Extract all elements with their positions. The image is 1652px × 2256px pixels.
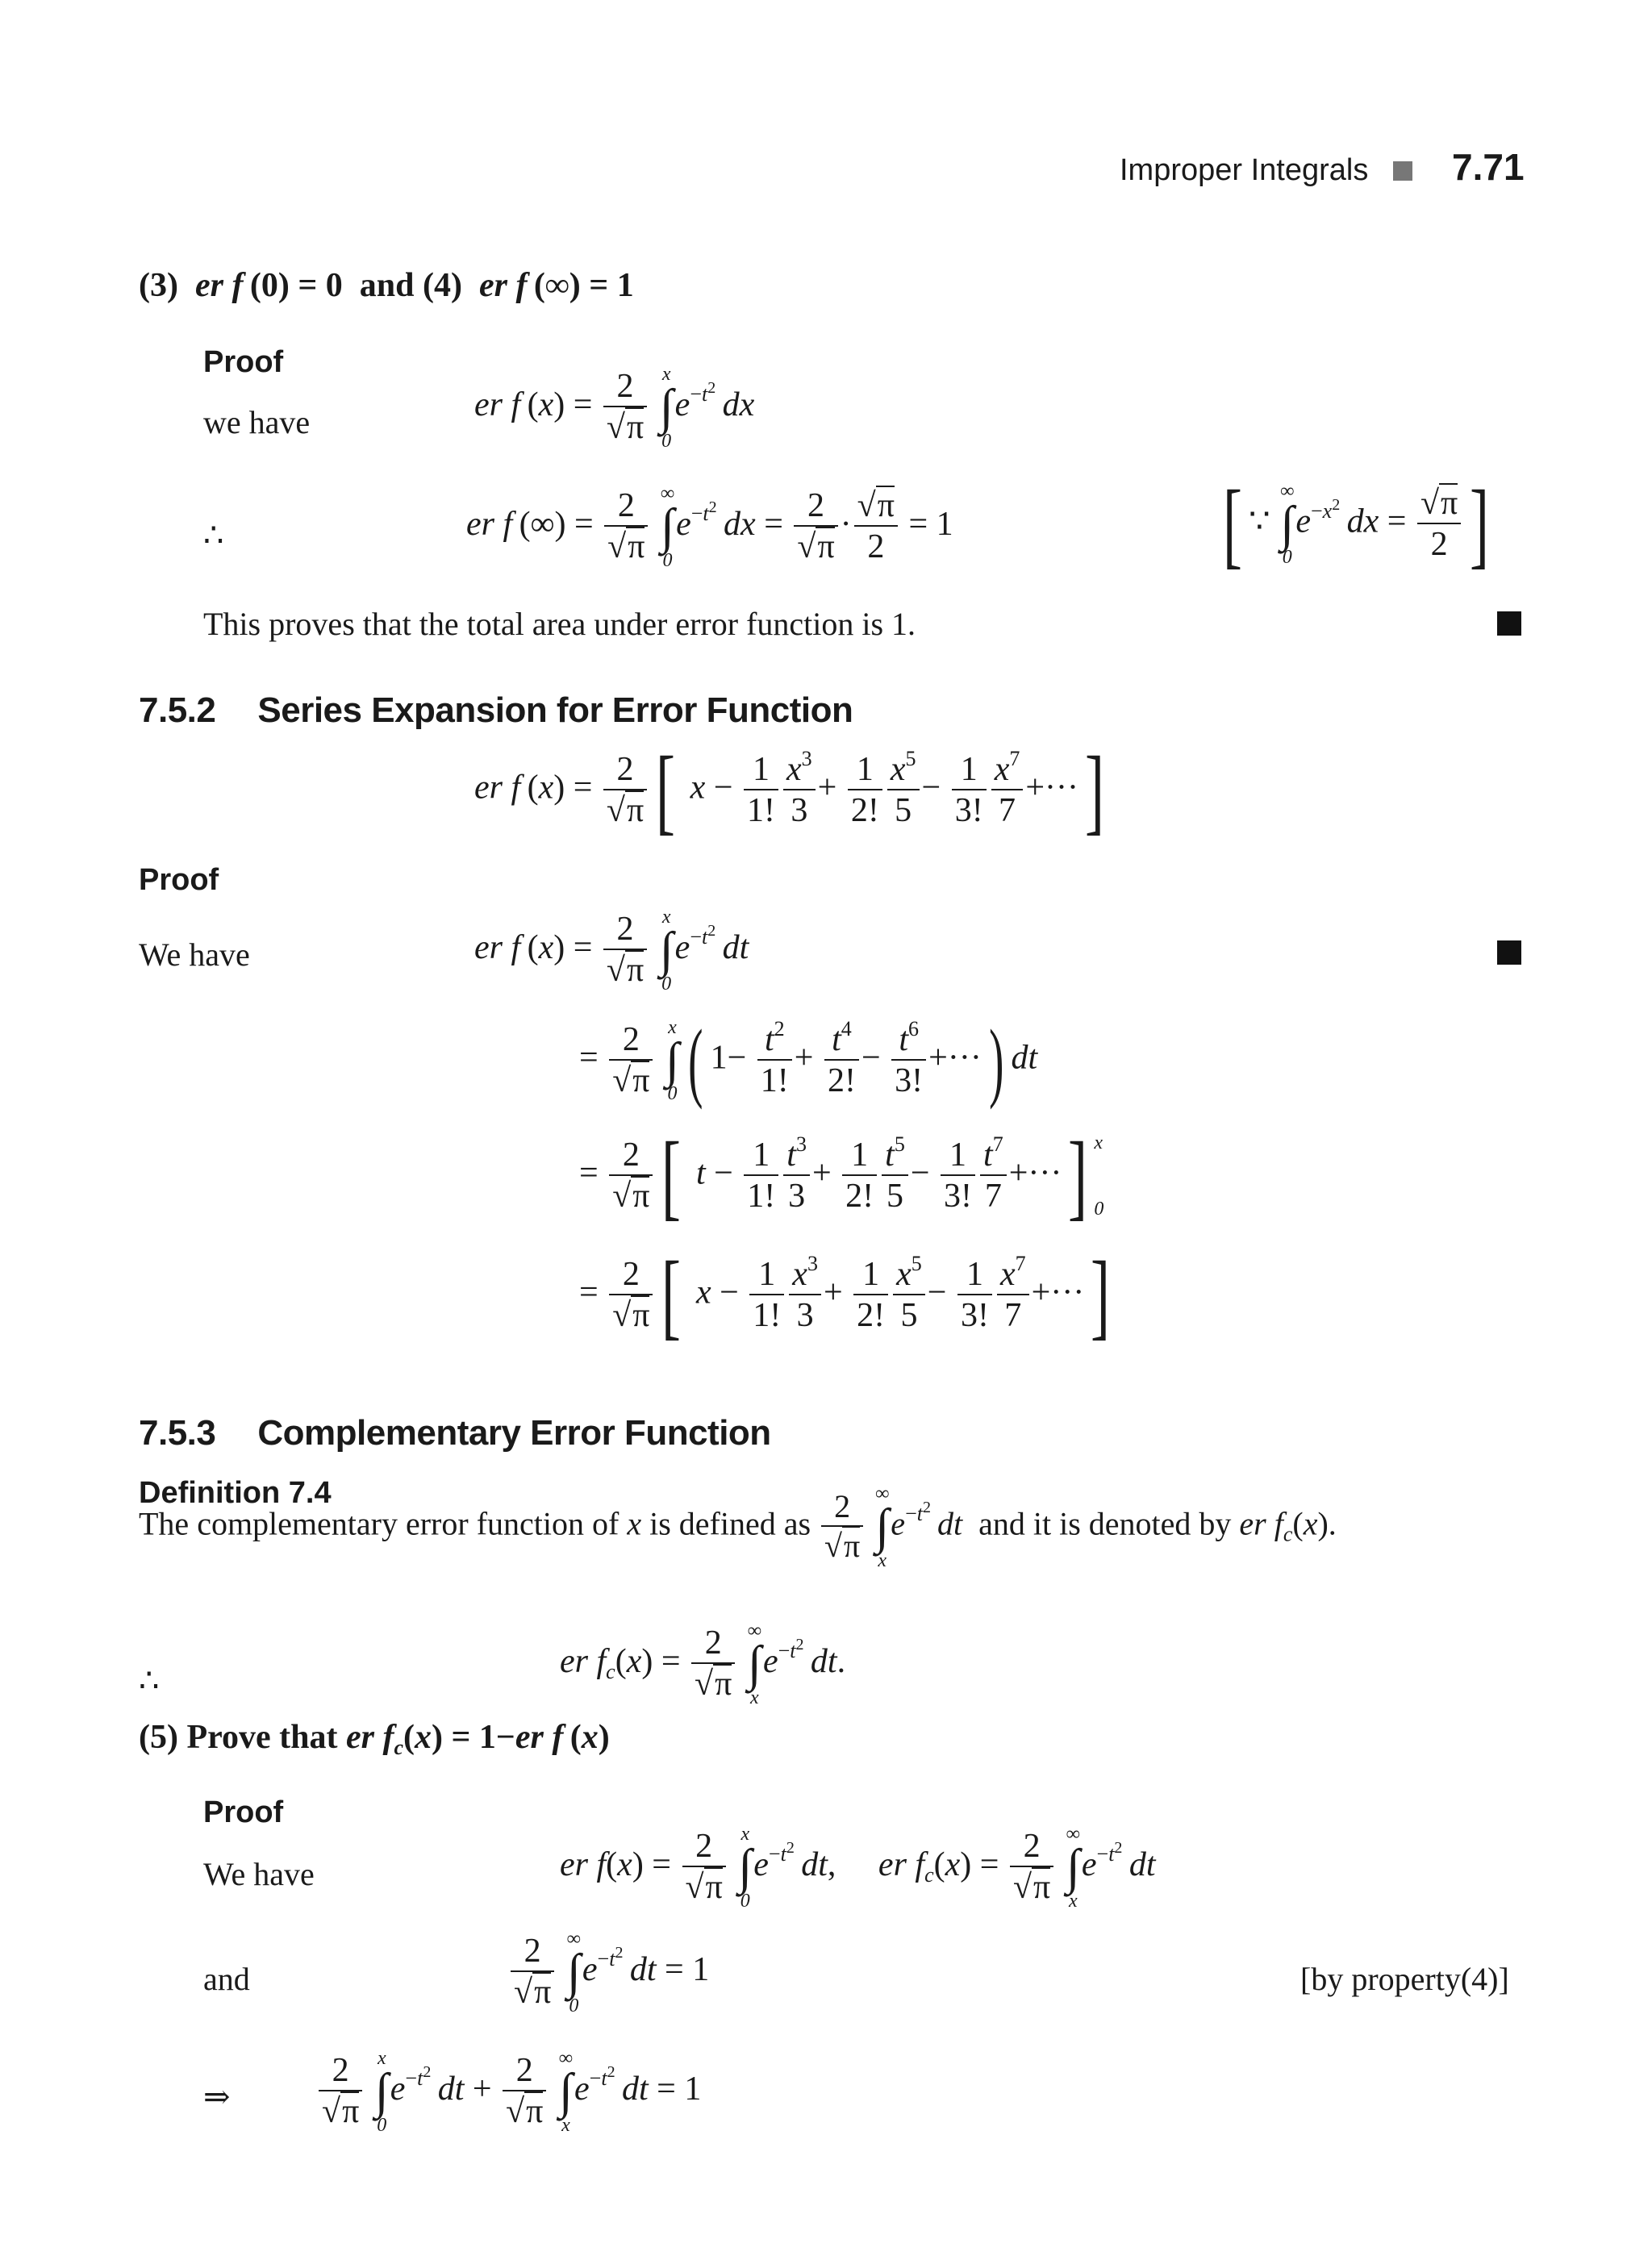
definition-label: Definition 7.4 (139, 1476, 332, 1510)
we-have-label-3: We have (203, 1856, 315, 1892)
proof-heading-2: Proof (139, 863, 219, 897)
erfc-definition-equation: er $f_c(x)$ = $\frac{2}{√\pi}$ ∞ ∫ x $e^{-t^2}$ dt. (560, 1620, 846, 1708)
definition-text-mid: is defined as (649, 1505, 811, 1542)
derivation-step-2: = $\frac{2}{√\pi}$ x ∫ 0 ( 1− $\frac{t^2}{1!}$ + $\frac{t^4}{2!}$ − $\frac{t^6}{3!}$ +···) dt (579, 1011, 1038, 1110)
total-integral-equation: $\frac{2}{√\pi}$ ∞ ∫ 0 $e^{-t^2}$ dt = 1 (508, 1929, 709, 2016)
definition-variable: x (627, 1505, 642, 1542)
erf-and-erfc-equations: er f(x) = $\frac{2}{√\pi}$ x ∫ 0 $e^{-t^2}$ dt, er $f_c(x)$ = $\frac{2}{√\pi}$ ∞ ∫ x $e^{-t^2}$ dt (560, 1824, 1156, 1912)
series-expansion-statement: er f (x) = $\frac{2}{√\pi}$ [ x − $\frac{1}{1!}$ $\frac{x^3}{3}$ + $\frac{1}{2!}$ $\frac{x^5}{5}$ − $\frac{1}{3!}$ $\frac{x^7}{7}$ +···] (474, 736, 1104, 844)
derivation-step-3: = $\frac{2}{√\pi}$ [ t − $\frac{1}{1!}$ $\frac{t^3}{3}$ + $\frac{1}{2!}$ $\frac{t^5}{5}$ − $\frac{1}{3!}$ $\frac{t^7}{7}$ +···] x 0 (579, 1122, 1104, 1229)
derivation-step-1: er f (x) = $\frac{2}{√\pi}$ x ∫ 0 $e^{-t^2}$ dt (474, 907, 749, 995)
property-3-4-label: (3) er f (0) = 0 and (4) er f (∞) = 1 (139, 267, 634, 304)
proof-heading-3: Proof (203, 1795, 284, 1829)
running-header-title: Improper Integrals (1120, 153, 1369, 187)
proof-heading: Proof (203, 345, 284, 379)
section-number: 7.5.2 (139, 690, 216, 730)
erf-infinity-equation: er f (∞) = $\frac{2}{√\pi}$ ∞ ∫ 0 $e^{-t^2}$ dx = $\frac{2}{√\pi}$ · $\frac{√\pi}{2}$ = 1 (466, 483, 953, 571)
we-have-label-2: We have (139, 936, 250, 973)
property-5-label: (5) Prove that er $f_c(x) = 1-er$ f (x) (139, 1719, 610, 1759)
section-7-5-3-heading (139, 1413, 771, 1453)
definition-text-before: The complementary error function of (139, 1505, 620, 1542)
therefore-symbol: ∴ (203, 517, 224, 553)
by-property-note: [by property(4)] (1300, 1961, 1509, 1997)
definition-sentence: The complementary error function of x is defined as $\frac{2}{√\pi}$ ∞ ∫ x $e^{-t^2}$ dt and it is denoted by er $f_c(x)$. (139, 1483, 1337, 1571)
section-7-5-2-heading (139, 690, 853, 731)
split-integral-equation: $\frac{2}{√\pi}$ x ∫ 0 $e^{-t^2}$ dt + $\frac{2}{√\pi}$ ∞ ∫ x $e^{-t^2}$ dt = 1 (316, 2049, 701, 2135)
page-number: 7.71 (1452, 146, 1525, 188)
proof-conclusion: This proves that the total area under error function is 1. (203, 606, 916, 642)
gaussian-integral-note: [ ∵ ∞ ∫ 0 $e^{-x^2}$ dx = $\frac{√\pi}{2}$ ] (1222, 470, 1490, 578)
erf-definition-equation: er f (x) = $\frac{2}{√\pi}$ x ∫ 0 $e^{-t^2}$ dx (474, 364, 755, 452)
and-label: and (203, 1961, 250, 1997)
qed-square-icon-2 (1497, 940, 1521, 965)
therefore-symbol-2: ∴ (139, 1662, 160, 1699)
property-5-text: (5) Prove that (139, 1719, 338, 1756)
definition-text-after: and it is denoted by (978, 1505, 1232, 1542)
derivation-step-4: = $\frac{2}{√\pi}$ [ x − $\frac{1}{1!}$ $\frac{x^3}{3}$ + $\frac{1}{2!}$ $\frac{x^5}{5}$ − $\frac{1}{3!}$ $\frac{x^7}{7}$ +···] (579, 1241, 1111, 1349)
header-square-icon (1393, 161, 1412, 181)
section-title: Series Expansion for Error Function (257, 690, 853, 730)
implies-arrow: ⇒ (203, 2079, 231, 2115)
we-have-label: we have (203, 404, 311, 440)
section-number-2: 7.5.3 (139, 1413, 216, 1453)
qed-square-icon (1497, 611, 1521, 636)
section-title-2: Complementary Error Function (257, 1413, 771, 1453)
